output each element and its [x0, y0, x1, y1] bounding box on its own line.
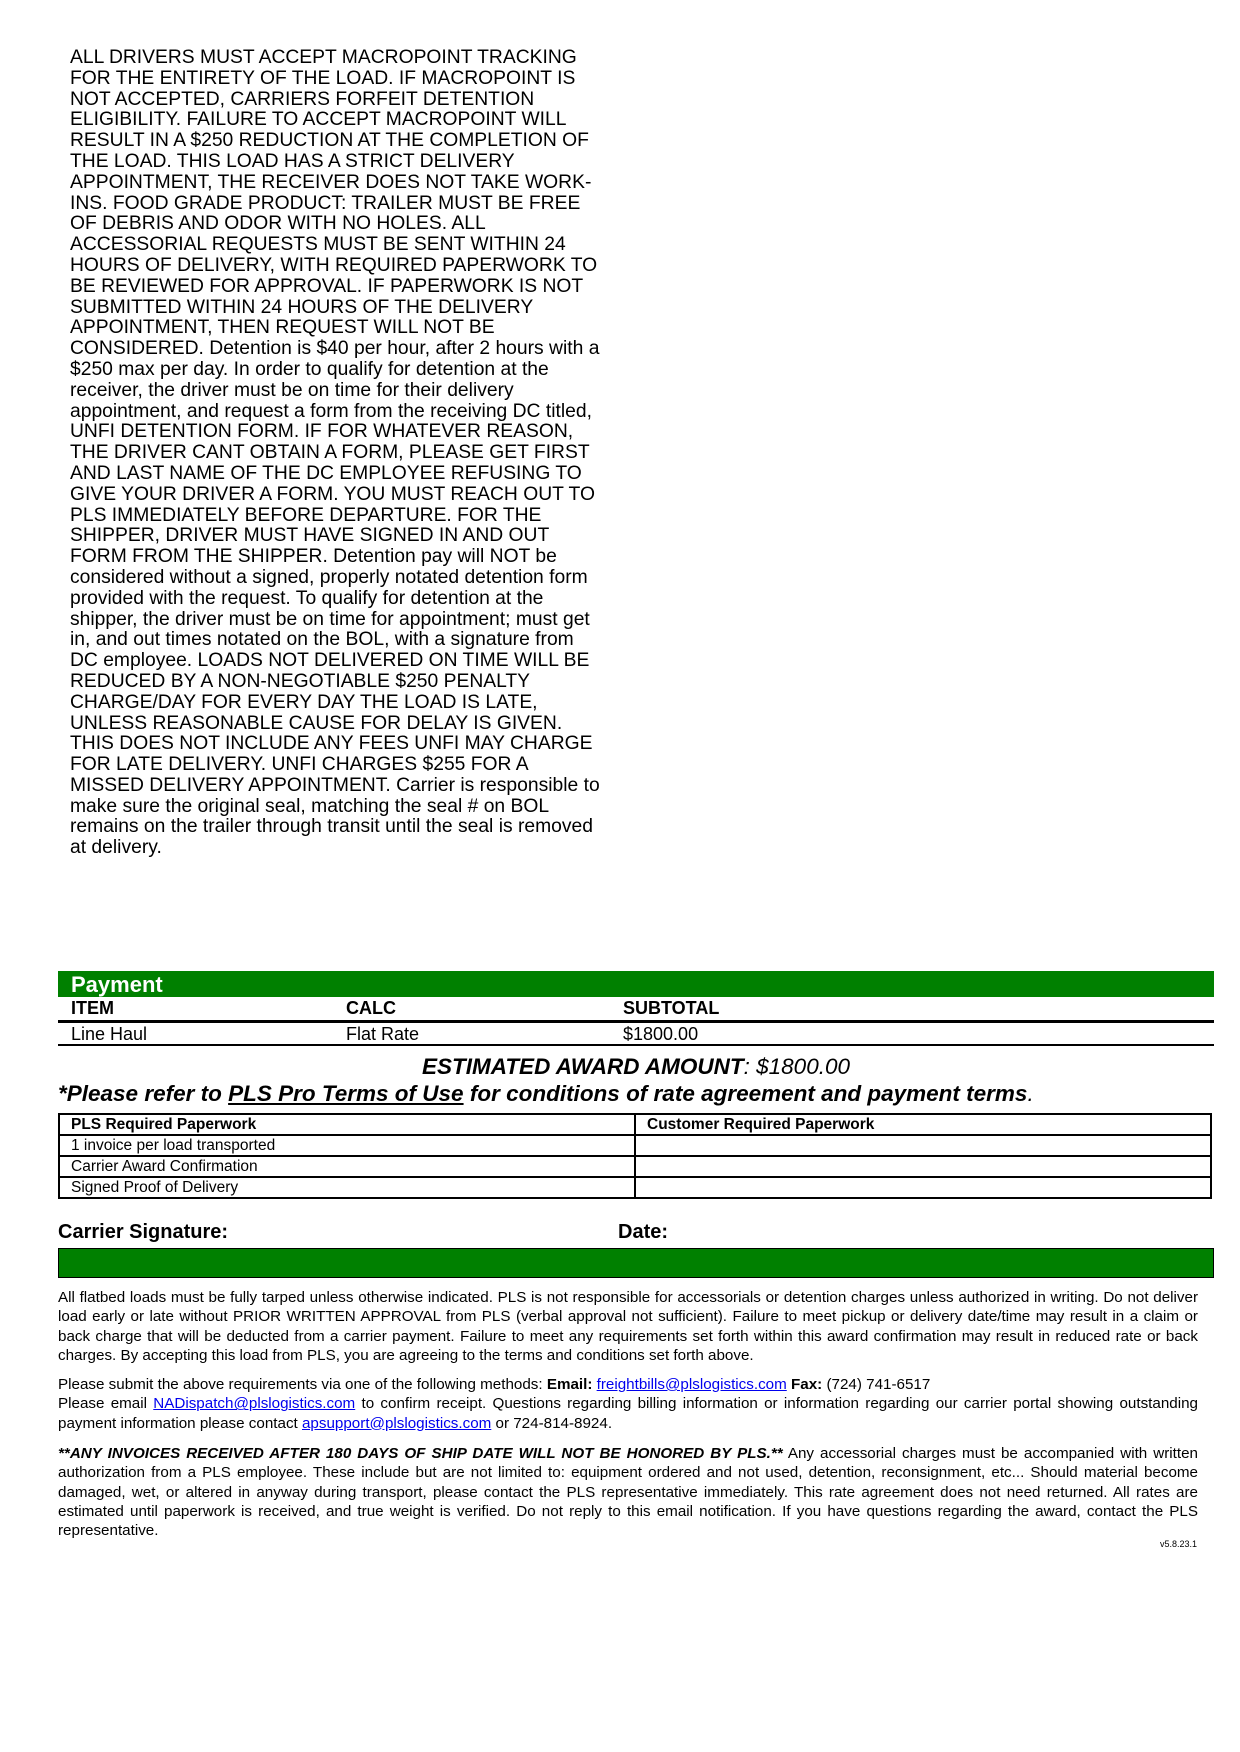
- terms-dot: .: [1027, 1081, 1034, 1106]
- fax-number: (724) 741-6517: [826, 1376, 931, 1393]
- terms-suffix: for conditions of rate agreement and payment terms: [463, 1081, 1028, 1106]
- carrier-signature-label: Carrier Signature:: [58, 1221, 229, 1243]
- customer-paperwork-header: Customer Required Paperwork: [635, 1114, 1211, 1135]
- customer-paperwork-cell: [635, 1177, 1211, 1198]
- payment-table: [58, 997, 1214, 1046]
- paperwork-table: [58, 1113, 1212, 1199]
- date-label: Date:: [618, 1221, 669, 1243]
- paperwork-row: [59, 1135, 1211, 1156]
- estimated-award: [58, 1054, 1214, 1080]
- support-phone: or 724-814-8924.: [491, 1414, 613, 1432]
- header-calc: CALC: [346, 998, 396, 1018]
- terms-paragraph: All flatbed loads must be fully tarped unless otherwise indicated. PLS is not responsible for accessorials or detention charges unless authorized in writing. Do not deliver load early or late without PRIOR WRITTEN APPROVAL from PLS (verbal approval not sufficient). Failure to meet pickup or delivery date/time may result in a claim or back charge that will be deducted from a carrier payment. Failure to meet any requirements set forth within this award confirmation may result in reduced rate or back charges. By accepting this load from PLS, you are agreeing to the terms and conditions set forth above.: [58, 1289, 1198, 1364]
- pls-paperwork-cell: Carrier Award Confirmation: [59, 1156, 635, 1177]
- header-item: ITEM: [71, 998, 114, 1018]
- fax-label: Fax:: [791, 1376, 823, 1393]
- customer-paperwork-cell: [635, 1135, 1211, 1156]
- pls-paperwork-cell: 1 invoice per load transported: [59, 1135, 635, 1156]
- dispatch-email-link[interactable]: NADispatch@plslogistics.com: [153, 1395, 356, 1413]
- payment-row: [58, 1023, 1214, 1046]
- terms-notice: [58, 1080, 1214, 1108]
- payment-title: Payment: [71, 972, 163, 997]
- invoice-paragraph-rest: Any accessorial charges must be accompanied with written authorization from a PLS employee. These include but are not limited to: equipment ordered and not used, detention, reconsignment, etc... Should material become damaged, wet, or altered in anyway during transport, please contact the PLS representative immediately. This rate agreement does not need returned. All rates are estimated until paperwork is received, and true weight is verified. Do not reply to this email notification. If you have questions regarding the award, contact the PLS representative.: [58, 1445, 1198, 1540]
- paperwork-row: [59, 1156, 1211, 1177]
- calc-cell: Flat Rate: [346, 1024, 420, 1044]
- invoice-paragraph: [58, 1444, 1198, 1540]
- support-email-link[interactable]: apsupport@plslogistics.com: [301, 1414, 492, 1432]
- paperwork-header-row: [59, 1114, 1211, 1135]
- submit-text: Please submit the above requirements via one of the following methods:: [58, 1376, 547, 1393]
- award-label: ESTIMATED AWARD AMOUNT: [421, 1054, 744, 1079]
- invoice-warning: **ANY INVOICES RECEIVED AFTER 180 DAYS OF SHIP DATE WILL NOT BE HONORED BY PLS.**: [58, 1445, 783, 1462]
- subtotal-cell: $1800.00: [623, 1024, 699, 1044]
- pls-paperwork-cell: Signed Proof of Delivery: [59, 1177, 635, 1198]
- payment-header-row: [58, 997, 1214, 1023]
- terms-of-use-link[interactable]: PLS Pro Terms of Use: [228, 1081, 464, 1106]
- award-value: : $1800.00: [743, 1054, 850, 1079]
- payment-header-bar: [58, 971, 1214, 997]
- customer-paperwork-cell: [635, 1156, 1211, 1177]
- confirm-text: to confirm receipt. Questions regarding billing information or information regarding our carrier portal showing outstanding payment information please contact: [58, 1395, 1198, 1432]
- paperwork-row: [59, 1177, 1211, 1198]
- pls-paperwork-header: PLS Required Paperwork: [59, 1114, 635, 1135]
- email-prefix: Please email: [58, 1395, 154, 1413]
- header-subtotal: SUBTOTAL: [623, 998, 720, 1018]
- version-label: v5.8.23.1: [1160, 1539, 1198, 1549]
- submission-paragraph: [58, 1375, 1198, 1433]
- item-cell: Line Haul: [71, 1024, 148, 1044]
- load-notes: ALL DRIVERS MUST ACCEPT MACROPOINT TRACKING FOR THE ENTIRETY OF THE LOAD. IF MACROPOINT IS NOT ACCEPTED, CARRIERS FORFEIT DETENTION ELIGIBILITY. FAILURE TO ACCEPT MACROPOINT WILL RESULT IN A $250 REDUCTION AT THE COMPLETION OF THE LOAD. THIS LOAD HAS A STRICT DELIVERY APPOINTMENT, THE RECEIVER DOES NOT TAKE WORK-INS. FOOD GRADE PRODUCT: TRAILER MUST BE FREE OF DEBRIS AND ODOR WITH NO HOLES. ALL ACCESSORIAL REQUESTS MUST BE SENT WITHIN 24 HOURS OF DELIVERY, WITH REQUIRED PAPERWORK TO BE REVIEWED FOR APPROVAL. IF PAPERWORK IS NOT SUBMITTED WITHIN 24 HOURS OF THE DELIVERY APPOINTMENT, THEN REQUEST WILL NOT BE CONSIDERED. Detention is $40 per hour, after 2 hours with a $250 max per day. In order to qualify for detention at the receiver, the driver must be on time for their delivery appointment, and request a form from the receiving DC titled, UNFI DETENTION FORM. IF FOR WHATEVER REASON, THE DRIVER CANT OBTAIN A FORM, PLEASE GET FIRST AND LAST NAME OF THE DC EMPLOYEE REFUSING TO GIVE YOUR DRIVER A FORM. YOU MUST REACH OUT TO PLS IMMEDIATELY BEFORE DEPARTURE. FOR THE SHIPPER, DRIVER MUST HAVE SIGNED IN AND OUT FORM FROM THE SHIPPER. Detention pay will NOT be considered without a signed, properly notated detention form provided with the request. To qualify for detention at the shipper, the driver must be on time for appointment; must get in, and out times notated on the BOL, with a signature from DC employee. LOADS NOT DELIVERED ON TIME WILL BE REDUCED BY A NON-NEGOTIABLE $250 PENALTY CHARGE/DAY FOR EVERY DAY THE LOAD IS LATE, UNLESS REASONABLE CAUSE FOR DELAY IS GIVEN. THIS DOES NOT INCLUDE ANY FEES UNFI MAY CHARGE FOR LATE DELIVERY. UNFI CHARGES $255 FOR A MISSED DELIVERY APPOINTMENT. Carrier is responsible to make sure the original seal, matching the seal # on BOL remains on the trailer through transit until the seal is removed at delivery.: [70, 47, 600, 859]
- signature-bar: [58, 1248, 1214, 1278]
- email-label: Email:: [546, 1376, 593, 1393]
- terms-prefix: *Please refer to: [58, 1081, 229, 1106]
- billing-email-link[interactable]: freightbills@plslogistics.com: [596, 1376, 787, 1393]
